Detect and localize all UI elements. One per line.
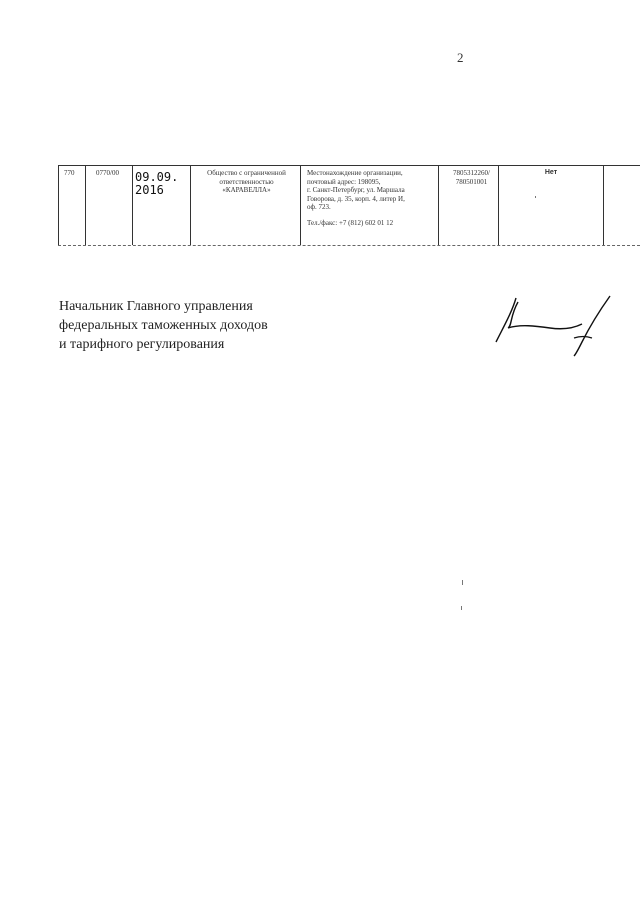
date-cell: 09.09. 2016 xyxy=(132,166,190,245)
signatory-line-3: и тарифного регулирования xyxy=(59,337,225,352)
scan-speck xyxy=(462,580,463,585)
registry-code-cell: 0770/00 xyxy=(85,166,132,245)
registry-table xyxy=(58,165,640,246)
empty-cell xyxy=(603,166,640,245)
signatory-line-2: федеральных таможенных доходов xyxy=(59,318,268,333)
organization-cell: Общество с ограниченной ответственностью «КАРАВЕЛЛА» xyxy=(190,166,300,245)
status-cell: Нет xyxy=(498,166,603,245)
address-line: г. Санкт-Петербург, ул. Маршала xyxy=(307,186,405,194)
address-line: Местонахождение организации, xyxy=(307,169,403,177)
scan-speck xyxy=(535,196,536,198)
inn-kpp-cell: 7805312260/ 780501001 xyxy=(438,166,498,245)
signatory-title xyxy=(59,297,268,354)
scan-speck xyxy=(461,606,462,610)
phone-line: Тел./факс: +7 (812) 602 01 12 xyxy=(307,218,394,227)
row-number-cell: 770 xyxy=(58,166,85,245)
address-line: почтовый адрес: 198095, xyxy=(307,177,381,186)
page-number: 2 xyxy=(457,50,464,65)
address-cell xyxy=(300,166,438,245)
address-line: оф. 723. xyxy=(307,203,331,211)
handwritten-signature xyxy=(490,290,620,360)
address-line: Говорова, д. 35, корп. 4, литер И, xyxy=(307,194,405,203)
signatory-line-1: Начальник Главного управления xyxy=(59,299,253,314)
